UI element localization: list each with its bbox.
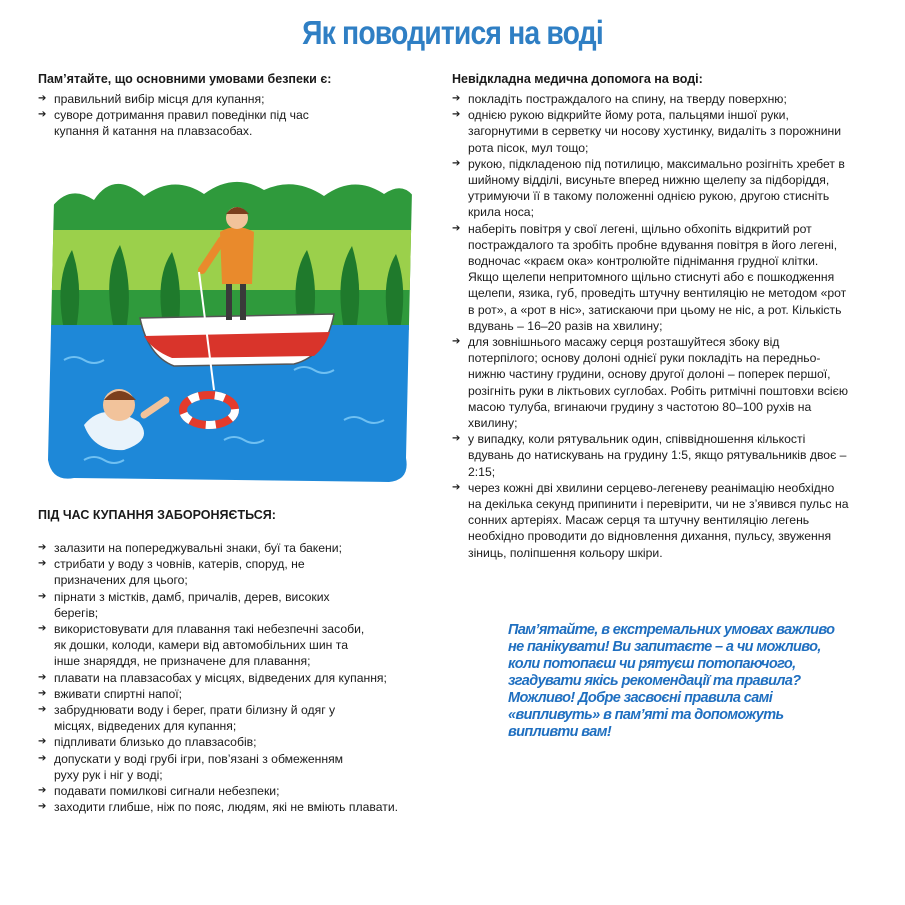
list-item: ➔ стрибати у воду з човнів, катерів, споруд, не призначених для цього; <box>38 556 368 588</box>
aid-list <box>452 91 850 561</box>
list-item: ➔ заходити глибше, ніж по пояс, людям, які не вміють плавати. <box>38 799 368 815</box>
list-item: ➔ покладіть постраждалого на спину, на тверду поверхню; <box>452 91 850 107</box>
callout-reminder: Пам’ятайте, в екстремальних умовах важливо не панікувати! Ви запитаєте – а чи можливо, коли потопаєш чи рятуєш потопаючого, згадувати якісь рекомендації та правила? Можливо! Добре засвоєні правила самі «випливуть» в пам’яті та допоможуть випливти вам! <box>508 622 835 740</box>
list-item: ➔ рукою, підкладеною під потилицю, максимально розігніть хребет в шийному відділі, висуньте вперед нижню щелепу за підборіддя, утримуючи її в такому положенні однією рукою, другою стисніть крила носа; <box>452 156 850 221</box>
page-title: Як поводитися на воді <box>302 14 603 51</box>
list-item: ➔ підпливати близько до плавзасобів; <box>38 734 368 750</box>
safety-heading: Пам’ятайте, що основними умовами безпеки є: <box>38 72 332 86</box>
list-item: ➔ наберіть повітря у свої легені, щільно обхопіть відкритий рот постраждалого та зробіть пробне вдування повітря в його легені, водночас «краєм ока» контролюйте піднімання грудної клітки. Якщо щелепи непритомного щільно стиснуті або є пошкодження щелепи, язика, губ, проведіть штучну вентиляцію не методом «рот в рот», а «рот в ніс», затискаючи при цьому не ніс, а рот. Кількість вдувань – 16–20 разів на хвилину; <box>452 221 850 334</box>
list-item: ➔ вживати спиртні напої; <box>38 686 368 702</box>
forbidden-heading: ПІД ЧАС КУПАННЯ ЗАБОРОНЯЄТЬСЯ: <box>38 508 276 522</box>
list-item: ➔ однією рукою відкрийте йому рота, пальцями іншої руки, загорнутими в серветку чи носову хустинку, видаліть з порожнини рота пісок, мул тощо; <box>452 107 850 156</box>
list-item: ➔ використовувати для плавання такі небезпечні засоби, як дошки, колоди, камери від автомобільних шин та інше знаряддя, не призначене для плавання; <box>38 621 368 670</box>
list-item: ➔ залазити на попереджувальні знаки, буї та бакени; <box>38 540 368 556</box>
aid-heading: Невідкладна медична допомога на воді: <box>452 72 703 86</box>
list-item: ➔ суворе дотримання правил поведінки під час купання й катання на плавзасобах. <box>38 107 338 139</box>
list-item: ➔ пірнати з містків, дамб, причалів, дерев, високих берегів; <box>38 589 368 621</box>
list-item: ➔ через кожні дві хвилини серцево-легеневу реанімацію необхідно на декілька секунд припинити і перевірити, чи не з’явився пульс на сонних артеріях. Масаж серця та штучну вентиляцію легень необхідно проводити до відновлення дихання, пульсу, звуження зіниць, поліпшення кольору шкіри. <box>452 480 850 561</box>
list-item: ➔ у випадку, коли рятувальник один, співвідношення кількості вдувань до натискувань на грудину 1:5, якщо рятувальників двоє – 2:15; <box>452 431 850 480</box>
list-item: ➔ допускати у воді грубі ігри, пов’язані з обмеженням руху рук і ніг у воді; <box>38 751 368 783</box>
rescue-illustration <box>44 160 414 485</box>
list-item: ➔ забруднювати воду і берег, прати білизну й одяг у місцях, відведених для купання; <box>38 702 368 734</box>
rescuer <box>220 227 254 284</box>
safety-list <box>38 91 338 140</box>
list-item: ➔ подавати помилкові сигнали небезпеки; <box>38 783 368 799</box>
list-item: ➔ плавати на плавзасобах у місцях, відведених для купання; <box>38 670 368 686</box>
forbidden-list <box>38 540 399 815</box>
list-item: ➔ для зовнішнього масажу серця розташуйтеся збоку від потерпілого; основу долоні однієї руки покладіть на передньо-нижню частину грудини, основу другої долоні – поперек першої, розігніть руки в ліктьових суглобах. Робіть ритмічні поштовхи всією масою тулуба, вгинаючи грудину з частотою 80–100 рухів на хвилину; <box>452 334 850 431</box>
list-item: ➔ правильний вибір місця для купання; <box>38 91 338 107</box>
